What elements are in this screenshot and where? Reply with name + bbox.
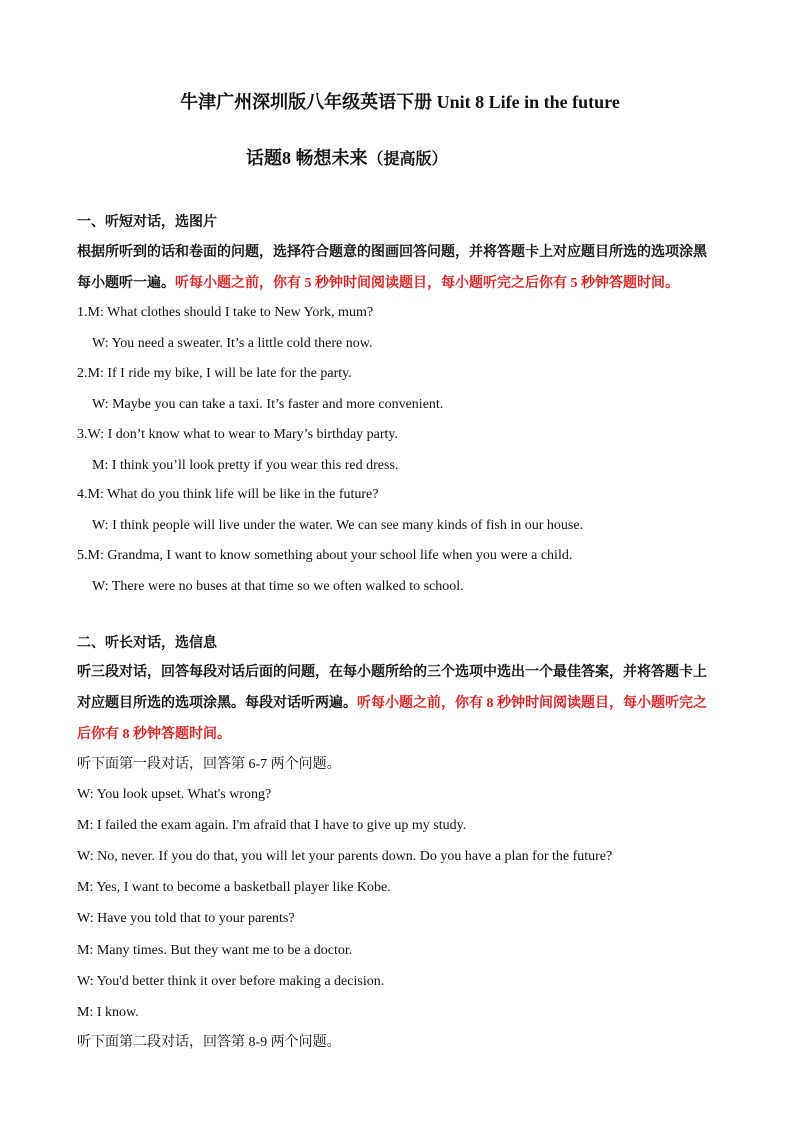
section1-instruction-2-black: 每小题听一遍。	[77, 276, 175, 291]
long-dialogue-line: M: Yes, I want to become a basketball player like Kobe.	[77, 880, 391, 895]
section2-instruction-1: 听三段对话，回答每段对话后面的问题，在每小题所给的三个选项中选出一个最佳答案，并将答题卡上	[77, 665, 707, 680]
section2-instruction-2-black: 对应题目所选的选项涂黑。每段对话听两遍。	[77, 696, 357, 711]
long-dialogue-line: W: No, never. If you do that, you will let your parents down. Do you have a plan for the future?	[77, 849, 613, 864]
dialogue-2-question: 2.M: If I ride my bike, I will be late for the party.	[77, 366, 352, 381]
section1-heading: 一、听短对话，选图片	[77, 215, 217, 230]
section2-instruction-2	[77, 696, 707, 713]
dialogue-5-answer: W: There were no buses at that time so we often walked to school.	[92, 579, 464, 594]
long-dialogue-line: W: You'd better think it over before making a decision.	[77, 974, 385, 989]
section2-instruction-2-red: 听每小题之前，你有 8 秒钟时间阅读题目，每小题听完之	[357, 696, 707, 711]
dialogue-2-answer: W: Maybe you can take a taxi. It’s faster and more convenient.	[92, 397, 444, 412]
document-title: 牛津广州深圳版八年级英语下册 Unit 8 Life in the future	[180, 92, 620, 112]
long-dialogue-line: W: Have you told that to your parents?	[77, 911, 295, 926]
section1-instruction-1: 根据所听到的话和卷面的问题，选择符合题意的图画回答问题，并将答题卡上对应题目所选的选项涂黑	[77, 245, 707, 260]
section2-intro-2: 听下面第二段对话，回答第 8-9 两个问题。	[77, 1035, 341, 1050]
dialogue-4-answer: W: I think people will live under the water. We can see many kinds of fish in our house.	[92, 518, 584, 533]
section2-instruction-3: 后你有 8 秒钟答题时间。	[77, 727, 231, 742]
subtitle-paren: （提高版）	[367, 151, 448, 168]
long-dialogue-line: M: I failed the exam again. I'm afraid that I have to give up my study.	[77, 818, 467, 833]
dialogue-1-question: 1.M: What clothes should I take to New York, mum?	[77, 305, 374, 320]
dialogue-5-question: 5.M: Grandma, I want to know something about your school life when you were a child.	[77, 548, 573, 563]
section2-intro-1: 听下面第一段对话，回答第 6-7 两个问题。	[77, 757, 341, 772]
document-subtitle	[246, 144, 448, 170]
subtitle-main: 话题8 畅想未来	[246, 148, 368, 168]
dialogue-1-answer: W: You need a sweater. It’s a little cold there now.	[92, 336, 373, 351]
long-dialogue-line: M: I know.	[77, 1005, 139, 1020]
section1-instruction-2	[77, 276, 679, 293]
dialogue-4-question: 4.M: What do you think life will be like in the future?	[77, 487, 379, 502]
long-dialogue-line: W: You look upset. What's wrong?	[77, 787, 272, 802]
dialogue-3-question: 3.W: I don’t know what to wear to Mary’s birthday party.	[77, 427, 399, 442]
section1-instruction-2-red: 听每小题之前，你有 5 秒钟时间阅读题目，每小题听完之后你有 5 秒钟答题时间。	[175, 276, 679, 291]
long-dialogue-line: M: Many times. But they want me to be a doctor.	[77, 943, 353, 958]
section2-heading: 二、听长对话，选信息	[77, 636, 217, 651]
dialogue-3-answer: M: I think you’ll look pretty if you wear this red dress.	[92, 458, 399, 473]
